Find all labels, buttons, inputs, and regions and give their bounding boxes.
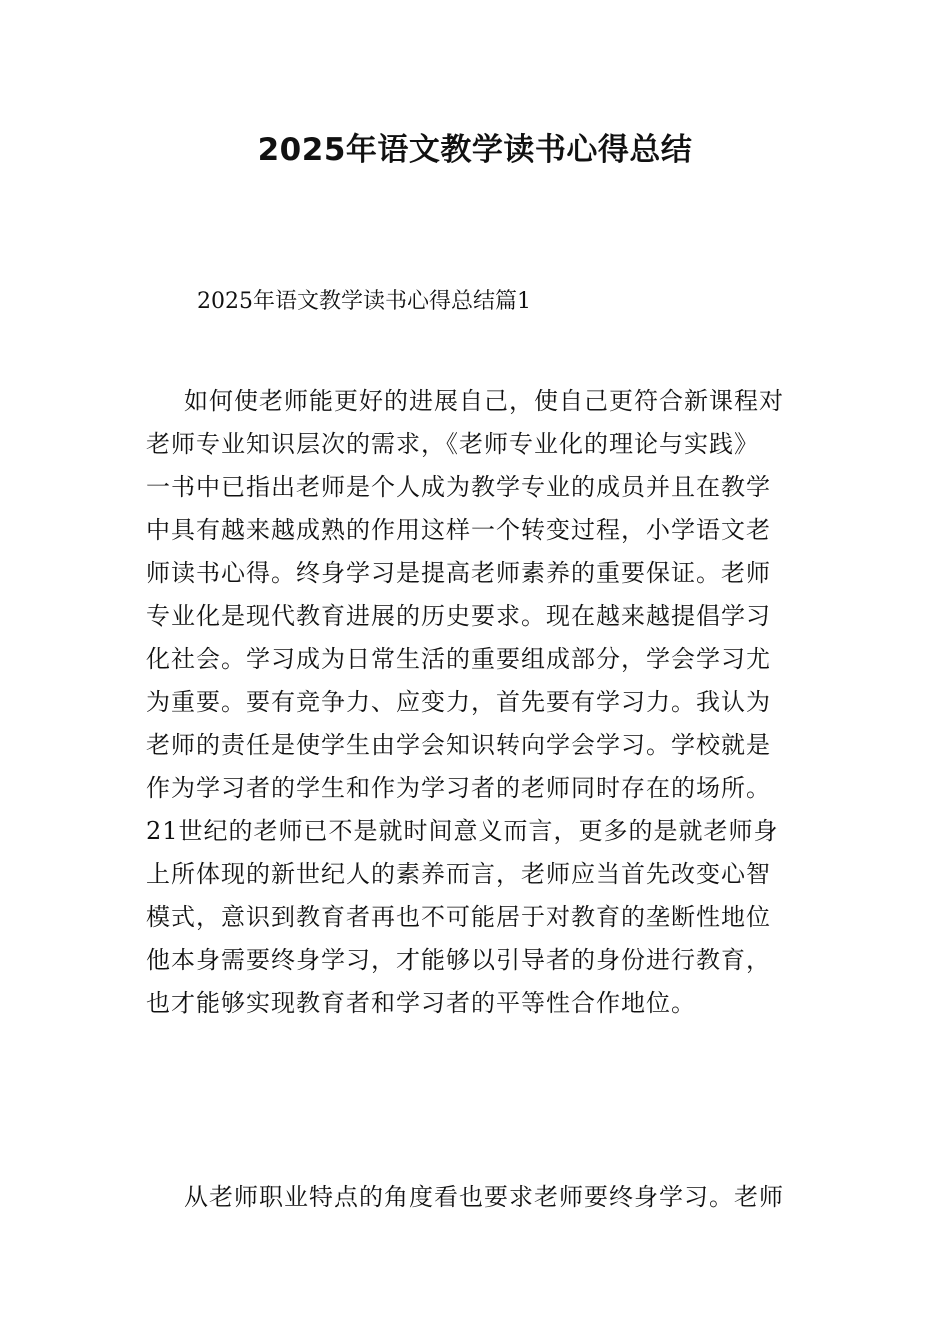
paragraph-line: 一书中已指出老师是个人成为教学专业的成员并且在教学 bbox=[146, 473, 771, 501]
paragraph-line: 化社会。学习成为日常生活的重要组成部分，学会学习尤 bbox=[146, 645, 771, 673]
paragraph-line: 从老师职业特点的角度看也要求老师要终身学习。老师 bbox=[184, 1183, 784, 1211]
paragraph-line: 作为学习者的学生和作为学习者的老师同时存在的场所。 bbox=[146, 774, 771, 802]
paragraph-1 bbox=[146, 380, 826, 1025]
paragraph-line: 师读书心得。终身学习是提高老师素养的重要保证。老师 bbox=[146, 559, 771, 587]
paragraph-2 bbox=[146, 1176, 826, 1219]
paragraph-line: 他本身需要终身学习，才能够以引导者的身份进行教育， bbox=[146, 946, 771, 974]
document-title: 2025年语文教学读书心得总结 bbox=[257, 132, 693, 168]
paragraph-line: 中具有越来越成熟的作用这样一个转变过程，小学语文老 bbox=[146, 516, 771, 544]
paragraph-line: 专业化是现代教育进展的历史要求。现在越来越提倡学习 bbox=[146, 602, 771, 630]
paragraph-line: 21世纪的老师已不是就时间意义而言，更多的是就老师身 bbox=[146, 817, 779, 845]
paragraph-line: 模式，意识到教育者再也不可能居于对教育的垄断性地位 bbox=[146, 903, 771, 931]
paragraph-line: 如何使老师能更好的进展自己，使自己更符合新课程对 bbox=[184, 387, 784, 415]
paragraph-line: 为重要。要有竞争力、应变力，首先要有学习力。我认为 bbox=[146, 688, 771, 716]
paragraph-line: 老师专业知识层次的需求，《老师专业化的理论与实践》 bbox=[146, 430, 759, 458]
paragraph-line: 老师的责任是使学生由学会知识转向学会学习。学校就是 bbox=[146, 731, 771, 759]
section-heading: 2025年语文教学读书心得总结篇1 bbox=[197, 289, 531, 314]
paragraph-line: 上所体现的新世纪人的素养而言，老师应当首先改变心智 bbox=[146, 860, 771, 888]
paragraph-line: 也才能够实现教育者和学习者的平等性合作地位。 bbox=[146, 989, 696, 1017]
